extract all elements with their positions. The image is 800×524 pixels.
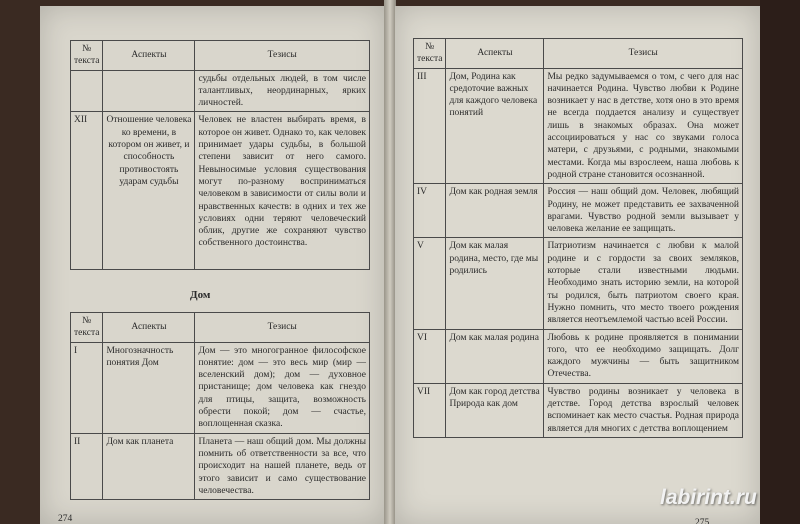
header-num: № текста <box>71 41 103 71</box>
row-thesis: Патриотизм начинается с любви к малой родине и с гордости за своих земляков, которые стали известными людьми. Необходимо знать историю земли, на которой ты родился, быть патриотом своего края. Нужно помнить, что место твоего рождения является неотъемлемой частью всей России. <box>544 238 743 329</box>
row-aspect: Дом как малая родина <box>446 329 544 383</box>
table-header-row <box>71 41 370 71</box>
row-num: IV <box>414 184 446 238</box>
row-thesis: судьбы отдельных людей, в том числе талантливых, неординарных, ярких личностей. <box>195 70 370 112</box>
header-aspects: Аспекты <box>446 39 544 69</box>
table-row <box>414 184 743 238</box>
table-row <box>414 238 743 329</box>
row-thesis: Россия — наш общий дом. Человек, любящий Родину, не может представить ее захваченной врагами. Чувство родной земли вызывает у человека желание ее защищать. <box>544 184 743 238</box>
row-num: I <box>71 342 103 433</box>
table-row <box>71 112 370 270</box>
row-num: VI <box>414 329 446 383</box>
row-thesis: Планета — наш общий дом. Мы должны помнить об ответственности за все, что происходит на нашей планете, ведь от этого зависит и само существование человечества. <box>195 433 370 499</box>
row-num: II <box>71 433 103 499</box>
row-thesis: Дом — это многогранное философское понятие: дом — это весь мир (мир — вселенский дом); дом — духовное пристанище; дом человека как гнездо для птицы, защита, возможность обрести покой; дом — счастье, воплощенная сказка. <box>195 342 370 433</box>
row-aspect: Многозначность понятия Дом <box>103 342 195 433</box>
table-header-row <box>414 39 743 69</box>
row-aspect <box>103 70 195 112</box>
table-row <box>414 329 743 383</box>
header-theses: Тезисы <box>195 313 370 343</box>
dom-aspects-table-continued <box>413 38 743 438</box>
header-aspects: Аспекты <box>103 313 195 343</box>
header-num: № текста <box>71 313 103 343</box>
header-theses: Тезисы <box>195 41 370 71</box>
table-header-row <box>71 313 370 343</box>
row-thesis: Мы редко задумываемся о том, с чего для нас начинается Родина. Чувство любви к Родине возникает у нас в детстве, хотя оно в это время не всегда поддается анализу и существует лишь в знакомых образах. Она может ассоциироваться у нас со звуками голоса матери, с друзьями, с родными, знакомыми местами. Когда мы взрослеем, наша любовь к родной стране становится осознанной. <box>544 68 743 184</box>
table-row <box>414 68 743 184</box>
row-num: VII <box>414 383 446 437</box>
row-thesis: Чувство родины возникает у человека в детстве. Город детства взрослый человек вспоминает как место счастья. Родная природа является для многих с детства воплощением <box>544 383 743 437</box>
dom-aspects-table <box>70 312 370 500</box>
row-aspect: Отношение человека ко времени, в котором он живет, и способность противостоять ударам судьбы <box>103 112 195 270</box>
left-page <box>40 6 385 524</box>
row-num <box>71 70 103 112</box>
table-row <box>414 383 743 437</box>
page-number-left: 274 <box>58 514 73 524</box>
row-num: XII <box>71 112 103 270</box>
row-aspect: Дом как планета <box>103 433 195 499</box>
watermark-logo: labirint.ru <box>660 486 757 509</box>
row-aspect: Дом как родная земля <box>446 184 544 238</box>
row-aspect: Дом, Родина как средоточие важных для каждого человека понятий <box>446 68 544 184</box>
table-row <box>71 70 370 112</box>
header-aspects: Аспекты <box>103 41 195 71</box>
table-row <box>71 433 370 499</box>
row-num: V <box>414 238 446 329</box>
aspects-table-continued <box>70 40 370 270</box>
row-thesis: Человек не властен выбирать время, в которое он живет. Однако то, как человек принимает удары судьбы, в большой степени зависит от него самого. Невыносимые условия существования могут по-разному восприниматься человеком в зависимости от силы воли и нравственных качеств: в одних и тех же условиях одни теряют человеческий облик, другие же сохраняют чувство собственного достоинства. <box>195 112 370 270</box>
right-page <box>395 6 760 524</box>
page-number-right: 275 <box>695 518 710 524</box>
header-num: № текста <box>414 39 446 69</box>
row-aspect: Дом как малая родина, место, где мы родились <box>446 238 544 329</box>
row-num: III <box>414 68 446 184</box>
row-thesis: Любовь к родине проявляется в понимании того, что ее необходимо защищать. Долг каждого мужчины — быть защитником Отечества. <box>544 329 743 383</box>
row-aspect: Дом как город детства Природа как дом <box>446 383 544 437</box>
table-row <box>71 342 370 433</box>
header-theses: Тезисы <box>544 39 743 69</box>
background-edge <box>760 0 800 524</box>
section-title: Дом <box>190 289 211 301</box>
